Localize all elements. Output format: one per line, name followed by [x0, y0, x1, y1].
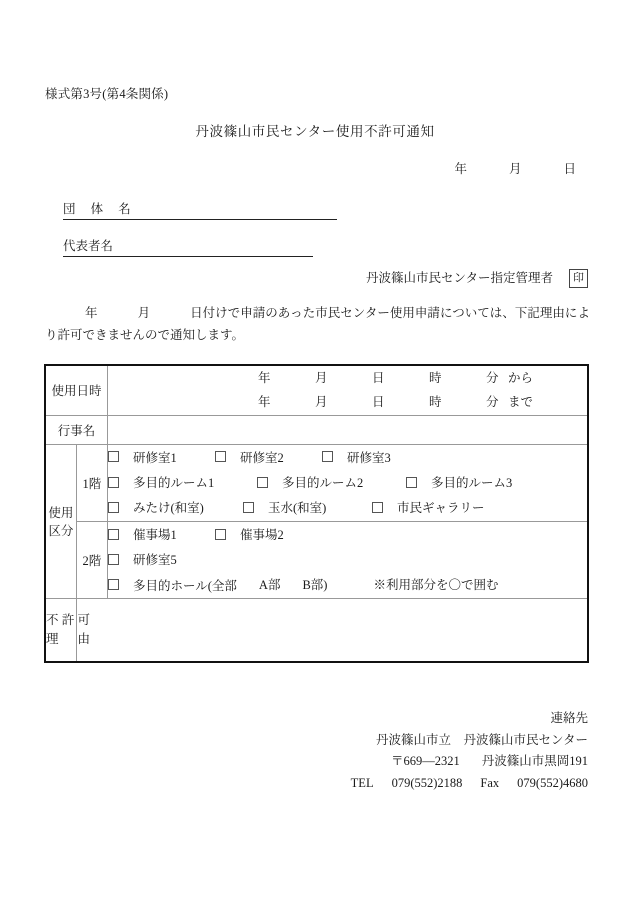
- page-title: 丹波篠山市民センター使用不許可通知: [195, 124, 435, 139]
- room-label: 催事場2: [240, 527, 284, 542]
- checkbox-icon[interactable]: [108, 529, 119, 540]
- to-suffix: まで: [508, 395, 534, 410]
- notice-body: [45, 303, 590, 347]
- contact-heading: 連絡先: [550, 711, 588, 725]
- room-option-multiroom1[interactable]: [108, 476, 257, 489]
- room-option-multiroom2[interactable]: [257, 476, 406, 489]
- checkbox-icon[interactable]: [322, 451, 333, 462]
- issue-date-line: [0, 159, 588, 177]
- checkbox-icon[interactable]: [243, 502, 254, 513]
- issue-date-day: 日: [563, 162, 576, 176]
- room-label: 多目的ルーム1: [133, 476, 215, 490]
- room-option-gallery[interactable]: [372, 502, 485, 515]
- checkbox-icon[interactable]: [215, 451, 226, 462]
- contact-phone-line: [0, 773, 588, 795]
- room-label: 多目的ルーム2: [282, 476, 364, 490]
- from-month: 月: [315, 371, 328, 385]
- datetime-row-to: [108, 390, 587, 414]
- room-label: 多目的ルーム3: [431, 476, 513, 490]
- contact-block: [0, 708, 588, 794]
- table-row-usage-floor2: [45, 521, 588, 598]
- hall-label: 多目的ホール(全部: [133, 578, 237, 593]
- hall-note: ※利用部分を〇で囲む: [373, 577, 499, 592]
- floor2-rooms-cell: [108, 521, 589, 598]
- to-day: 日: [372, 395, 385, 410]
- checkbox-icon[interactable]: [108, 502, 119, 513]
- body-text: 日付けで申請のあった市民センター使用申請については、下記理由により許可できませんので通知します。: [45, 306, 590, 342]
- usage-label: 使用区分: [45, 444, 76, 598]
- room-label: 研修室1: [133, 450, 177, 465]
- to-hour: 時: [429, 395, 442, 410]
- room-option-multiroom3[interactable]: [406, 476, 512, 489]
- room-label: 研修室3: [347, 450, 391, 465]
- from-suffix: から: [508, 371, 534, 385]
- representative-name-input[interactable]: [113, 241, 313, 257]
- issue-date-month: 月: [508, 162, 522, 176]
- checkbox-icon[interactable]: [108, 579, 119, 590]
- body-month: 月: [137, 306, 151, 320]
- room-label: みたけ(和室): [133, 501, 204, 516]
- room-label: 研修室5: [133, 553, 177, 568]
- room-option-tamamizu[interactable]: [243, 502, 372, 515]
- table-row-reason: [45, 599, 588, 663]
- checkbox-icon[interactable]: [372, 502, 383, 513]
- tel-label: TEL: [350, 775, 374, 790]
- room-option-saijijo2[interactable]: [215, 528, 284, 541]
- room-label: 研修室2: [240, 450, 284, 465]
- room-label: 催事場1: [133, 527, 177, 542]
- datetime-row-from: [108, 366, 587, 390]
- fax-number: 079(552)4680: [517, 775, 588, 790]
- to-year: 年: [258, 395, 271, 410]
- body-year: 年: [85, 306, 98, 320]
- room-option-kenshu3[interactable]: [322, 451, 391, 464]
- room-option-saijijo1[interactable]: [108, 528, 215, 541]
- event-value-cell[interactable]: [108, 415, 589, 444]
- form-number: 様式第3号(第4条関係): [45, 87, 169, 101]
- group-name-input[interactable]: [137, 204, 337, 220]
- hall-part-b[interactable]: B部): [302, 577, 328, 592]
- room-label: 市民ギャラリー: [397, 501, 485, 516]
- from-minute: 分: [486, 371, 499, 385]
- checkbox-icon[interactable]: [108, 554, 119, 565]
- table-row-event: [45, 415, 588, 444]
- manager-title: 丹波篠山市民センター指定管理者: [365, 271, 553, 285]
- floor2-label: 2階: [76, 521, 107, 598]
- reason-label: 不許可理由: [46, 613, 90, 646]
- floor1-room-line-2: [108, 470, 587, 495]
- fax-label: Fax: [480, 775, 500, 790]
- seal-stamp-icon: 印: [569, 269, 588, 288]
- datetime-value-cell[interactable]: [108, 365, 589, 415]
- to-minute: 分: [486, 395, 499, 410]
- room-option-kenshu1[interactable]: [108, 451, 215, 464]
- tel-number: 079(552)2188: [391, 775, 463, 790]
- table-row-datetime: [45, 365, 588, 415]
- representative-name-label: 代表者名: [63, 236, 113, 257]
- checkbox-icon[interactable]: [257, 477, 268, 488]
- reason-value-cell[interactable]: [76, 599, 588, 663]
- to-month: 月: [315, 395, 328, 410]
- floor2-room-line-2: [108, 547, 587, 572]
- representative-name-field[interactable]: [63, 236, 313, 257]
- contact-address-line: [0, 751, 588, 773]
- reason-label-cell: [45, 599, 90, 663]
- checkbox-icon[interactable]: [108, 477, 119, 488]
- floor1-room-line-3: [108, 496, 587, 521]
- group-name-field[interactable]: [63, 199, 337, 220]
- from-hour: 時: [429, 371, 442, 385]
- checkbox-icon[interactable]: [108, 451, 119, 462]
- hall-part-a[interactable]: A部: [258, 577, 281, 592]
- from-year: 年: [258, 371, 271, 385]
- room-label: 玉水(和室): [268, 501, 327, 516]
- checkbox-icon[interactable]: [406, 477, 417, 488]
- from-day: 日: [372, 371, 385, 385]
- contact-org: 丹波篠山市立 丹波篠山市民センター: [375, 732, 588, 747]
- group-name-label: 団 体 名: [63, 199, 137, 220]
- datetime-label: 使用日時: [45, 365, 108, 415]
- floor2-room-line-3: [108, 573, 587, 598]
- floor1-rooms-cell: [108, 444, 589, 521]
- manager-line: [0, 268, 588, 289]
- table-row-usage-floor1: [45, 444, 588, 521]
- usage-detail-table: [44, 364, 589, 663]
- checkbox-icon[interactable]: [215, 529, 226, 540]
- room-option-multihall[interactable]: [108, 579, 237, 592]
- event-label: 行事名: [45, 415, 108, 444]
- issue-date-year: 年: [454, 162, 467, 176]
- contact-postal: 〒669—2321: [390, 754, 460, 768]
- floor1-label: 1階: [76, 444, 107, 521]
- room-option-kenshu2[interactable]: [215, 451, 322, 464]
- contact-address: 丹波篠山市黒岡191: [481, 754, 588, 768]
- room-option-kenshu5[interactable]: [108, 553, 177, 566]
- floor2-room-line-1: [108, 522, 587, 547]
- floor1-room-line-1: [108, 445, 587, 470]
- room-option-mitake[interactable]: [108, 502, 243, 515]
